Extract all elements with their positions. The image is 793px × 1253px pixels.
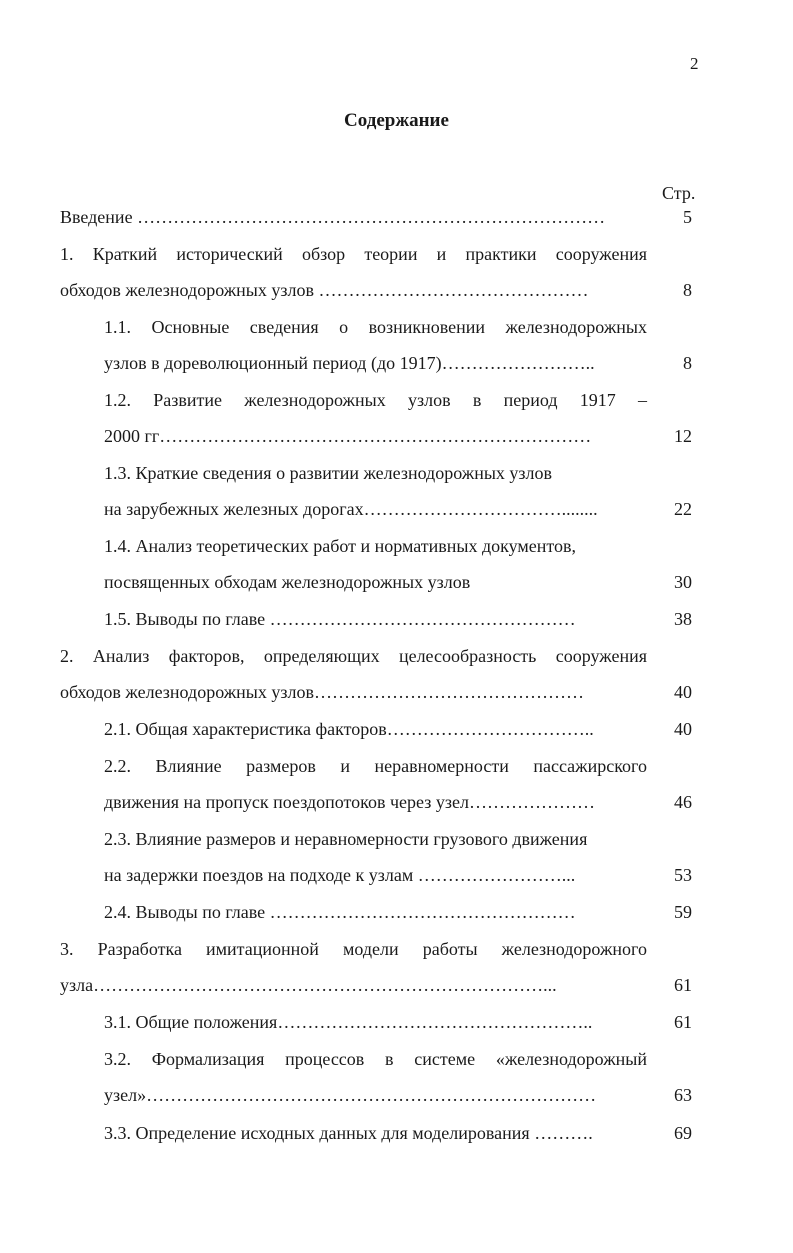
toc-entry-text: Введение (60, 207, 133, 227)
toc-line (60, 279, 647, 301)
toc-line (104, 608, 647, 630)
leader-dots: …………………………………………………………………... (93, 975, 557, 995)
toc-entry-text: 1.1. Основные сведения о возникновении железнодорожных (104, 317, 647, 337)
toc-line (104, 901, 647, 923)
leader-dots: ………. (534, 1123, 593, 1143)
leader-dots: ………………………………………………………………… (146, 1085, 597, 1105)
page-column-header: Стр. (662, 183, 696, 203)
toc-entry-text: движения на пропуск поездопотоков через узел (104, 792, 469, 812)
toc-entry-text: узлов в дореволюционный период (до 1917) (104, 353, 442, 373)
toc-page-number: 38 (674, 609, 692, 629)
toc-page-number: 40 (674, 682, 692, 702)
leader-dots: …………………………….. (386, 719, 594, 739)
toc-page-number: 5 (683, 207, 692, 227)
toc-entry-text: узел» (104, 1085, 147, 1105)
toc-page-number: 8 (683, 280, 692, 300)
toc-page-number: 30 (674, 572, 692, 592)
toc-entry-text: 1.5. Выводы по главе (104, 609, 266, 629)
toc-entry-text: посвященных обходам железнодорожных узлов (104, 572, 471, 592)
toc-page-number: 22 (674, 499, 692, 519)
leader-dots: …………………………………………… (269, 609, 576, 629)
toc-page-number: 61 (674, 975, 692, 995)
toc-line (104, 352, 647, 374)
toc-entry-text: 2. Анализ факторов, определяющих целесообразность сооружения (60, 646, 647, 666)
toc-entry-text: 2.3. Влияние размеров и неравномерности грузового движения (104, 829, 588, 849)
toc-line (104, 1122, 647, 1144)
toc-line (104, 498, 647, 520)
toc-entry-text: 3.1. Общие положения (104, 1012, 278, 1032)
toc-entry-text: 2.4. Выводы по главе (104, 902, 266, 922)
toc-line (104, 864, 647, 886)
toc-entry-text: обходов железнодорожных узлов (60, 280, 314, 300)
toc-page-number: 59 (674, 902, 692, 922)
toc-line (104, 1084, 647, 1106)
leader-dots: …………………….. (441, 353, 595, 373)
toc-entry-text: на зарубежных железных дорогах (104, 499, 364, 519)
toc-entry-text: 3. Разработка имитационной модели работы железнодорожного (60, 939, 647, 959)
toc-page-number: 46 (674, 792, 692, 812)
toc-entry-text: узла (60, 975, 94, 995)
leader-dots: …………………………………………….. (277, 1012, 593, 1032)
toc-line (104, 1011, 647, 1033)
toc-line (60, 974, 647, 996)
toc-entry-text: 2.2. Влияние размеров и неравномерности пассажирского (104, 756, 647, 776)
leader-dots: …………………………………………………………………… (137, 207, 606, 227)
toc-page-number: 40 (674, 719, 692, 739)
toc-line (104, 791, 647, 813)
toc-page-number: 61 (674, 1012, 692, 1032)
toc-page-number: 8 (683, 353, 692, 373)
page-title: Содержание (344, 110, 449, 131)
leader-dots: ……………………………........ (363, 499, 598, 519)
toc-entry-text: 1. Краткий исторический обзор теории и практики сооружения (60, 244, 647, 264)
toc-page-number: 69 (674, 1123, 692, 1143)
toc-line (60, 681, 647, 703)
leader-dots: …………………………………………… (269, 902, 576, 922)
toc-entry-text: 1.2. Развитие железнодорожных узлов в период 1917 – (104, 390, 647, 410)
toc-line (60, 206, 645, 228)
toc-entry-text: 2.1. Общая характеристика факторов (104, 719, 387, 739)
leader-dots: ……………………... (417, 865, 576, 885)
toc-line (104, 425, 647, 447)
toc-page-number: 53 (674, 865, 692, 885)
leader-dots: ……………………………………… (314, 682, 584, 702)
toc-entry-text: на задержки поездов на подходе к узлам (104, 865, 414, 885)
toc-page-number: 63 (674, 1085, 692, 1105)
toc-page-number: 12 (674, 426, 692, 446)
leader-dots: ……………………………………………………………… (159, 426, 592, 446)
toc-entry-text: 3.3. Определение исходных данных для моделирования (104, 1123, 530, 1143)
toc-entry-text: 2000 гг (104, 426, 160, 446)
toc-entry-text: 1.4. Анализ теоретических работ и нормативных документов, (104, 536, 577, 556)
toc-entry-text: 3.2. Формализация процессов в системе «железнодорожный (104, 1049, 647, 1069)
page-number: 2 (690, 54, 699, 73)
leader-dots: ………………… (468, 792, 595, 812)
leader-dots: ……………………………………… (318, 280, 589, 300)
toc-line (104, 718, 647, 740)
toc-entry-text: обходов железнодорожных узлов (60, 682, 314, 702)
toc-entry-text: 1.3. Краткие сведения о развитии железнодорожных узлов (104, 463, 553, 483)
